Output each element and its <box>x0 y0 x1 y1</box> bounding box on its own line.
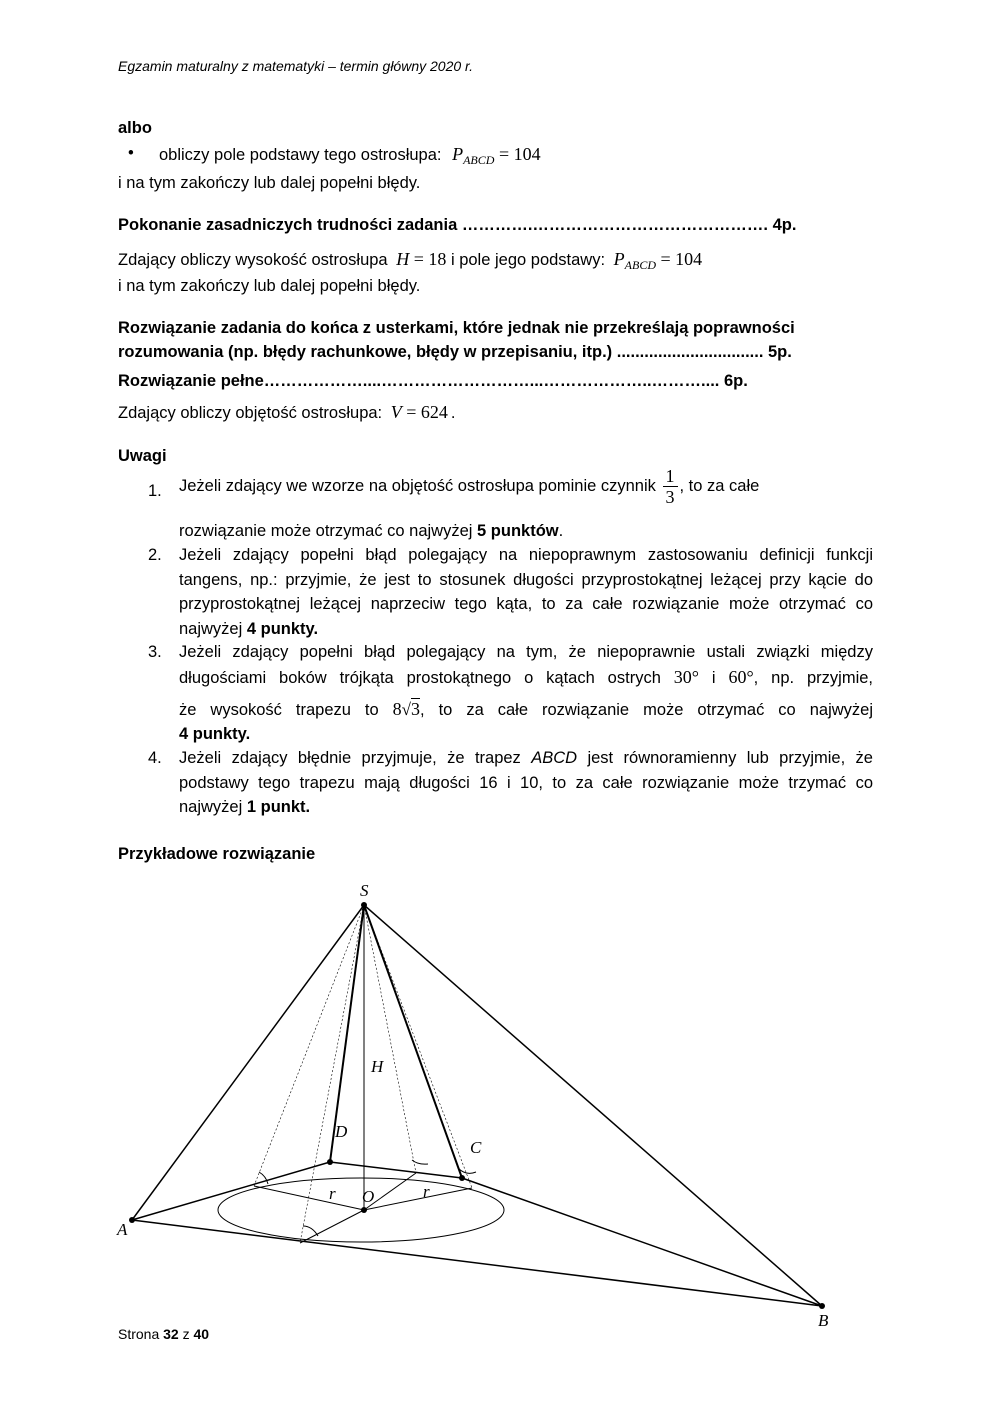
vertex-a <box>129 1217 135 1223</box>
note-1-line1: Jeżeli zdający we wzorze na objętość ostrosłupa pominie czynnik $\frac{1}{3}$ , to za całe <box>179 466 760 507</box>
edge-da <box>132 1162 330 1220</box>
example-solution-title: Przykładowe rozwiązanie <box>118 845 316 863</box>
note-1-number: 1. <box>148 482 162 500</box>
label-h: H <box>371 1057 384 1076</box>
radius-2 <box>300 1210 364 1243</box>
edge-sb <box>364 905 822 1306</box>
label-r-right: r <box>423 1182 430 1201</box>
label-b: B <box>818 1311 829 1330</box>
section-4p-body-line2: i na tym zakończy lub dalej popełni błędy. <box>118 277 421 295</box>
angle-arc-3 <box>412 1160 428 1164</box>
section-4p-body-line1: Zdający obliczy wysokość ostrosłupa H = 18 i pole jego podstawy: $P_{ABCD} = 104$ <box>118 249 703 272</box>
label-d: D <box>335 1122 348 1141</box>
uwagi-title: Uwagi <box>118 447 167 465</box>
note-2-text: Jeżeli zdający popełni błąd polegający na niepoprawnym zastosowaniu definicji funkcji tangens, np.: przyjmie, że jest to stosunek długości przyprostokątnej leżącej przy kącie do przyprostokątnej leżącej naprzeciw tego kąta, to za całe rozwiązanie może otrzymać co najwyżej 4 punkty. <box>179 546 873 638</box>
label-a: A <box>117 1220 128 1239</box>
page-header: Egzamin maturalny z matematyki – termin główny 2020 r. <box>118 58 474 74</box>
note-4-number: 4. <box>148 749 162 767</box>
center-o <box>361 1207 367 1213</box>
radius-1 <box>254 1186 364 1210</box>
angle-30: 30° <box>673 667 699 687</box>
apothem-3 <box>364 905 416 1173</box>
section-5p-title-line2: rozumowania (np. błędy rachunkowe, błędy w przepisaniu, itp.) ................................ 5p. <box>118 343 792 361</box>
vertex-d <box>327 1159 333 1165</box>
section-6p-body: Zdający obliczy objętość ostrosłupa: V = 624 . <box>118 402 456 422</box>
bullet-symbol: • <box>128 144 134 162</box>
section-6p-title: Rozwiązanie pełne………………....………………………...………………..……….... 6p. <box>118 372 748 390</box>
vertex-s <box>361 902 367 908</box>
note-3-line3: że wysokość trapezu to 8√3, to za całe rozwiązanie może otrzymać co najwyżej <box>179 699 873 719</box>
vertex-c <box>459 1175 465 1181</box>
height-formula: H = 18 <box>396 249 447 269</box>
angle-60: 60° <box>728 667 754 687</box>
note-3-number: 3. <box>148 643 162 661</box>
area-formula: $P_{ABCD} = 104$ <box>452 144 541 167</box>
one-third-fraction: $\frac{1}{3}$ <box>663 466 678 507</box>
after-bullet-text: i na tym zakończy lub dalej popełni błędy. <box>118 174 421 192</box>
albo-label: albo <box>118 119 152 137</box>
edge-ab <box>132 1220 822 1306</box>
volume-formula: V = 624 <box>390 402 448 422</box>
note-3-line2: długościami boków trójkąta prostokątnego o kątach ostrych 30° i 60°, np. przyjmie, <box>179 667 873 687</box>
vertex-b <box>819 1303 825 1309</box>
note-4-text: Jeżeli zdający błędnie przyjmuje, że trapez ABCD jest równoramienny lub przyjmie, że podstawy tego trapezu mają długości 16 i 10, to za całe rozwiązanie może trzymać co najwyżej 1 punkt. <box>179 749 873 816</box>
note-2-number: 2. <box>148 546 162 564</box>
apothem-4 <box>364 905 472 1188</box>
note-1-line2: rozwiązanie może otrzymać co najwyżej 5 punktów. <box>179 522 564 540</box>
label-o: O <box>362 1187 375 1206</box>
base-area-formula: $P_{ABCD} = 104$ <box>613 249 703 272</box>
page-footer: Strona 32 z 40 <box>118 1326 210 1342</box>
apothem-1 <box>254 905 364 1186</box>
bullet-text: obliczy pole podstawy tego ostrosłupa: <box>159 146 442 164</box>
note-3-bold: 4 punkty. <box>179 725 251 743</box>
sqrt-expression: 8√3 <box>392 699 421 719</box>
label-r-left: r <box>329 1184 336 1203</box>
edge-sc <box>364 905 462 1178</box>
edge-bc <box>462 1178 822 1306</box>
edge-cd <box>330 1162 462 1178</box>
section-5p-title-line1: Rozwiązanie zadania do końca z usterkami, które jednak nie przekreślają poprawności <box>118 319 795 337</box>
total-pages: 40 <box>193 1326 210 1342</box>
note-3-line1: Jeżeli zdający popełni błąd polegający na tym, że niepoprawnie ustali związki między <box>179 643 873 661</box>
label-c: C <box>470 1138 482 1157</box>
edge-sa <box>132 905 364 1220</box>
label-s: S <box>360 881 369 900</box>
section-4p-title: Pokonanie zasadniczych trudności zadania ………….……………………………………. 4p. <box>118 216 797 234</box>
current-page: 32 <box>163 1326 179 1342</box>
